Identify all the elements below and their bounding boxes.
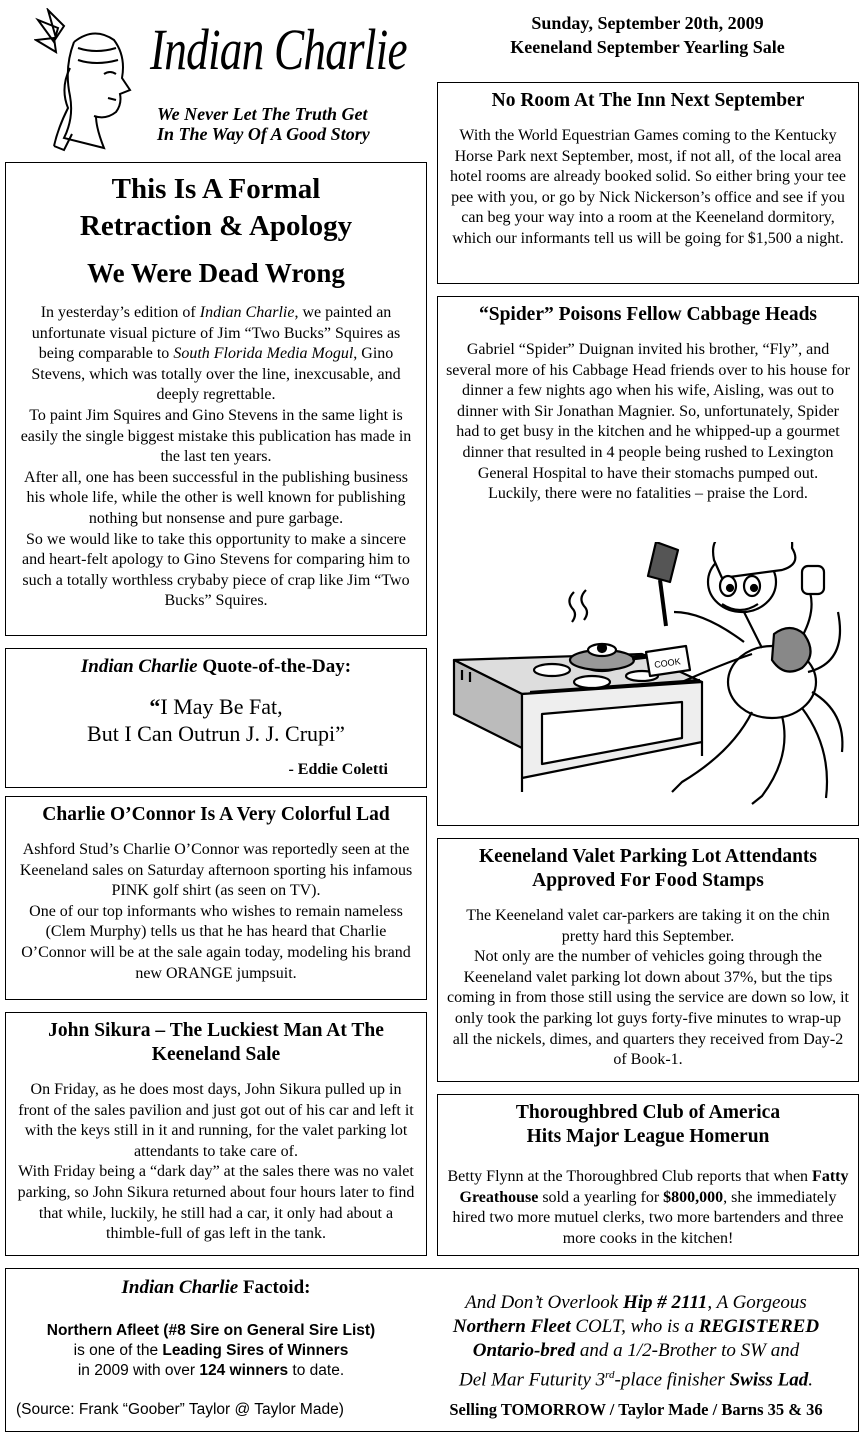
oconnor-paragraph: One of our top informants who wishes to remain nameless (Clem Murphy) tells us that he has heard that Charlie O’Connor will be at the sale again today, modeling his brand new ORANGE jumpsuit. (21, 902, 411, 982)
tca-article (437, 1094, 859, 1256)
cookbook-label: COOK (653, 656, 682, 670)
oconnor-body (14, 840, 418, 984)
retraction-paragraph: So we would like to take this opportunity to make a sincere and heart-felt apology to Gino Stevens for comparing him to such a totally worthless crybaby piece of crap like Jim “Two Bucks” Squires. (22, 530, 410, 610)
oconnor-paragraph: Ashford Stud’s Charlie O’Connor was reportedly seen at the Keeneland sales on Saturday afternoon sporting his infamous PINK golf shirt (as seen on TV). (19, 841, 413, 900)
retraction-article (5, 162, 427, 636)
spider-title: “Spider” Poisons Fellow Cabbage Heads (478, 304, 818, 325)
tagline-line-2: In The Way Of A Good Story (157, 124, 370, 144)
oconnor-title: Charlie O’Connor Is A Very Colorful Lad (42, 804, 390, 825)
indian-head-logo-icon (34, 8, 146, 154)
inn-paragraph: With the World Equestrian Games coming to the Kentucky Horse Park next September, most, if not all, of the local area hotel rooms are already booked solid. So either bring your tee pee with you, or go by Nick Nickerson’s office and see if you can beg your way into a room at the Keeneland dormitory, which our informants tell us will be going for $1,500 a night. (450, 127, 846, 247)
tagline-line-1: We Never Let The Truth Get (157, 104, 368, 124)
quote-of-the-day (5, 648, 427, 788)
tca-body (446, 1167, 850, 1249)
hip-2111-ad: And Don’t Overlook Hip # 2111, A Gorgeous Northern Fleet COLT, who is a REGISTERED Ontario-bred and a 1/2-Brother to SW and Del Mar Futurity 3rd-place finisher Swiss Lad. (452, 1292, 820, 1391)
sikura-body (14, 1080, 418, 1245)
factoid-source: (Source: Frank “Goober” Taylor @ Taylor Made) (16, 1401, 344, 1418)
retraction-paragraph: After all, one has been successful in the publishing business his whole life, while the other is well known for publishing nothing but nonsense and pure garbage. (24, 468, 408, 527)
valet-title: Keeneland Valet Parking Lot Attendants Approved For Food Stamps (478, 846, 818, 891)
quote-author: - Eddie Coletti (288, 761, 388, 778)
issue-date: Sunday, September 20th, 2009 (531, 13, 764, 33)
quote-heading: Indian Charlie Quote-of-the-Day: (80, 656, 352, 677)
retraction-body (14, 303, 418, 612)
sikura-paragraph: On Friday, as he does most days, John Sikura pulled up in front of the sales pavilion and just got out of his car and left it with the keys still in it and running, for the valet parking lot attendants to take care of. (18, 1081, 414, 1160)
sikura-title: John Sikura – The Luckiest Man At The Keeneland Sale (48, 1020, 384, 1065)
factoid-ad-panel (5, 1268, 859, 1432)
newspaper-title: Indian Charlie (150, 17, 407, 82)
sikura-article (5, 1012, 427, 1256)
spider-chef-cartoon-icon (452, 542, 848, 817)
retraction-paragraph: In yesterday’s edition of Indian Charlie, we painted an unfortunate visual picture of Jim “Two Bucks” Squires as being comparable to South Florida Media Mogul, Gino Stevens, which was totally over the line, inexcusable, and deeply regrettable. (31, 304, 401, 404)
spider-paragraph: Gabriel “Spider” Duignan invited his brother, “Fly”, and several more of his Cabbage Head friends over to his house for dinner a few nights ago when his wife, Aisling, was out to dinner with Sir Jonathan Magnier. So, unfortunately, Spider had to get busy in the kitchen and he whipped-up a gourmet dinner that resulted in 4 people being rushed to Lexington General Hospital to have their stomachs pumped out. (446, 341, 850, 482)
valet-article (437, 838, 859, 1082)
tca-paragraph: Betty Flynn at the Thoroughbred Club reports that when Fatty Greathouse sold a yearling for $800,000, she immediately hired two more mutuel clerks, two more bartenders and three more cooks in the kitchen! (447, 1168, 849, 1247)
retraction-title: This Is A Formal Retraction & Apology (79, 173, 353, 242)
valet-paragraph: Not only are the number of vehicles going through the Keeneland valet parking lot down about 37%, but the tips coming in from those still using the service are down so low, it only took the parking lot guys forty-five minutes to wrap-up all the nickels, dimes, and quarters they received from Day-2 of Book-1. (446, 948, 849, 1069)
inn-body (446, 126, 850, 250)
sale-event: Keeneland September Yearling Sale (510, 37, 785, 57)
inn-article (437, 82, 859, 284)
valet-body (446, 906, 850, 1071)
quote-text: “I May Be Fat, But I Can Outrun J. J. Crupi” (87, 694, 345, 746)
spider-paragraph: Luckily, there were no fatalities – praise the Lord. (488, 485, 808, 503)
inn-title: No Room At The Inn Next September (491, 90, 805, 111)
retraction-paragraph: To paint Jim Squires and Gino Stevens in the same light is easily the single biggest mistake this publication has made in the last ten years. (20, 406, 412, 466)
selling-info: Selling TOMORROW / Taylor Made / Barns 35 & 36 (449, 1400, 823, 1419)
factoid-text: Northern Afleet (#8 Sire on General Sire List) is one of the Leading Sires of Winners in 2009 with over 124 winners to date. (46, 1322, 376, 1379)
tca-title: Thoroughbred Club of America Hits Major League Homerun (515, 1102, 781, 1147)
spider-body (446, 340, 850, 505)
spider-article (437, 296, 859, 826)
retraction-subtitle: We Were Dead Wrong (87, 258, 345, 288)
oconnor-article (5, 796, 427, 1000)
factoid-heading: Indian Charlie Factoid: (121, 1277, 311, 1298)
valet-paragraph: The Keeneland valet car-parkers are taking it on the chin pretty hard this September. (466, 907, 830, 945)
sikura-paragraph: With Friday being a “dark day” at the sales there was no valet parking, so John Sikura returned about four hours later to find that while, luckily, he still had a car, it only had about a thimble-full of gas left in the tank. (17, 1163, 415, 1243)
